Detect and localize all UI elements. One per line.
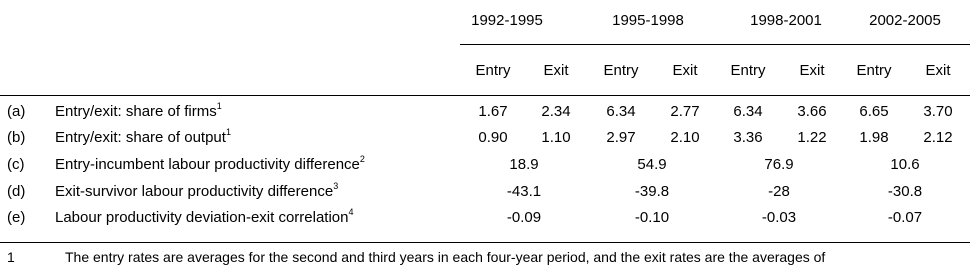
footnote-number: 1 xyxy=(7,249,15,265)
period-cell-value: -30.8 xyxy=(887,183,923,200)
period-cell-value: 10.6 xyxy=(890,156,920,173)
header-rule xyxy=(460,44,970,45)
cell-value: 2.10 xyxy=(670,129,700,146)
cell-value: 2.12 xyxy=(923,129,953,146)
row-description: Entry/exit: share of output$^1$ xyxy=(55,127,231,146)
footnote-marker: 2 xyxy=(359,154,365,164)
period-header-1998-2001: 1998-2001 xyxy=(750,12,822,29)
period-header-1992-1995: 1992-1995 xyxy=(471,12,543,29)
subheader-exit: Exit xyxy=(672,62,698,79)
cell-value: 3.70 xyxy=(923,103,953,120)
cell-value: 3.36 xyxy=(733,129,763,146)
period-header-2002-2005: 2002-2005 xyxy=(869,12,941,29)
cell-value: 6.34 xyxy=(733,103,763,120)
period-cell-value: 18.9 xyxy=(509,156,539,173)
cell-value: 1.22 xyxy=(797,129,827,146)
subheader-entry: Entry xyxy=(475,62,511,79)
row-label: (c) xyxy=(7,156,25,173)
cell-value: 0.90 xyxy=(478,129,508,146)
period-cell-value: -43.1 xyxy=(506,183,542,200)
cell-value: 3.66 xyxy=(797,103,827,120)
footnote-marker: 1 xyxy=(216,101,222,111)
subheader-entry: Entry xyxy=(856,62,892,79)
footnote-text: The entry rates are averages for the second and third years in each four-year period, and the exit rates are the averages of xyxy=(65,249,826,265)
row-label: (a) xyxy=(7,103,26,120)
subheader-exit: Exit xyxy=(799,62,825,79)
period-cell-value: -0.09 xyxy=(506,209,542,226)
footnote-marker: 4 xyxy=(348,207,354,217)
cell-value: 1.67 xyxy=(478,103,508,120)
subheader-entry: Entry xyxy=(730,62,766,79)
period-cell-value: 76.9 xyxy=(764,156,794,173)
cell-value: 2.34 xyxy=(541,103,571,120)
cell-value: 2.97 xyxy=(606,129,636,146)
row-label: (d) xyxy=(7,183,26,200)
row-description: Entry-incumbent labour productivity difference$^2$ xyxy=(55,154,365,173)
subheader-entry: Entry xyxy=(603,62,639,79)
row-description: Labour productivity deviation-exit correlation$^4$ xyxy=(55,207,354,226)
table-top-rule xyxy=(0,95,970,96)
period-header-1995-1998: 1995-1998 xyxy=(612,12,684,29)
cell-value: 1.10 xyxy=(541,129,571,146)
period-cell-value: -0.10 xyxy=(634,209,670,226)
subheader-exit: Exit xyxy=(925,62,951,79)
cell-value: 1.98 xyxy=(859,129,889,146)
period-cell-value: -28 xyxy=(768,183,790,200)
period-cell-value: -0.07 xyxy=(887,209,923,226)
row-label: (e) xyxy=(7,209,26,226)
period-cell-value: -0.03 xyxy=(761,209,797,226)
footnote-marker: 1 xyxy=(225,127,231,137)
row-description: Entry/exit: share of firms$^1$ xyxy=(55,101,222,120)
table-bottom-rule xyxy=(0,242,970,243)
row-label: (b) xyxy=(7,129,26,146)
cell-value: 6.65 xyxy=(859,103,889,120)
cell-value: 6.34 xyxy=(606,103,636,120)
period-cell-value: 54.9 xyxy=(637,156,667,173)
period-cell-value: -39.8 xyxy=(634,183,670,200)
cell-value: 2.77 xyxy=(670,103,700,120)
subheader-exit: Exit xyxy=(543,62,569,79)
row-description: Exit-survivor labour productivity difference$^3$ xyxy=(55,181,339,200)
footnote-marker: 3 xyxy=(333,181,339,191)
